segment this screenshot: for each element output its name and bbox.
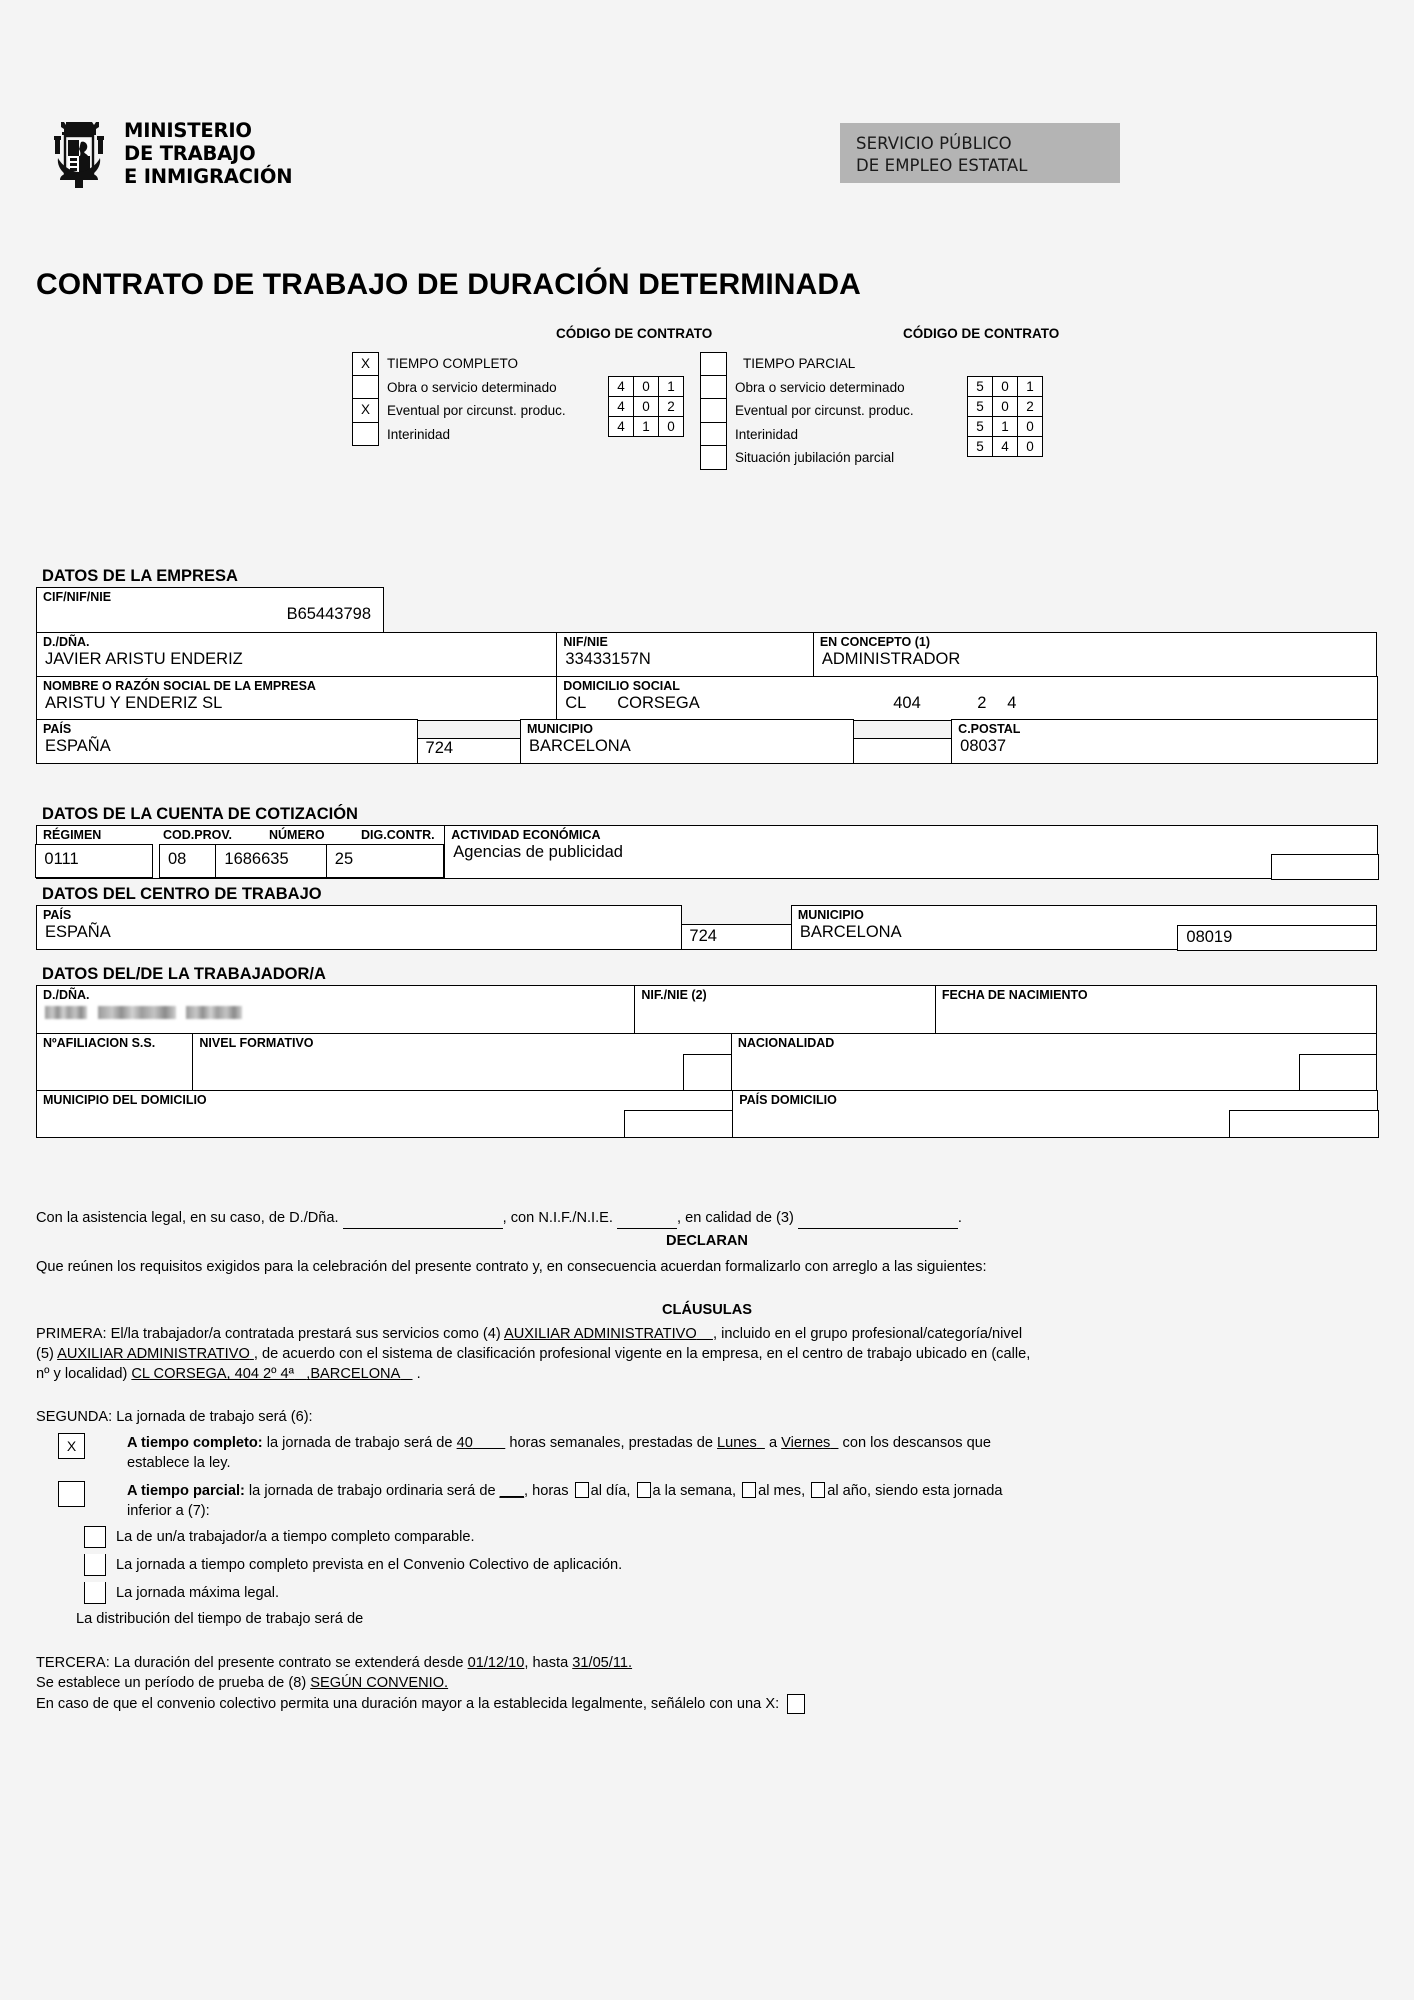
empresa-nif-field[interactable] [556,632,814,677]
empresa-localizacion-row [36,719,1378,764]
cotizacion-labels [37,826,445,842]
primera-text-6: . [416,1366,421,1383]
trabajador-municipio-domicilio-code[interactable] [624,1110,734,1138]
full-time-checkbox-column [352,352,566,446]
domicilio-calle: CORSEGA [617,693,700,712]
codprov-label: COD.PROV. [163,828,233,842]
checkbox-row-obra-servicio-parcial[interactable] [700,376,914,400]
cotizacion-row [36,825,1378,879]
trabajador-nacionalidad-code[interactable] [1299,1054,1377,1092]
empresa-section [36,567,1378,764]
checkbox-opcion-trabajador-comparable[interactable] [84,1526,106,1548]
codigo-contrato-label-right: CÓDIGO DE CONTRATO [903,326,1060,341]
trabajador-nivel-formativo-field[interactable] [192,1033,732,1091]
empresa-pais-value: ESPAÑA [45,737,111,756]
tercera-t3: Se establece un período de prueba de (8) [36,1675,307,1692]
tercera-periodo-prueba-value[interactable]: SEGÚN CONVENIO. [310,1675,449,1692]
document-header [0,0,1414,250]
codigo-contrato-grid-left [608,376,684,437]
clausula-primera [36,1324,1378,1384]
code-cell: 5 [968,437,993,457]
code-cell: 0 [659,417,684,437]
contract-type-section [0,326,1414,466]
empresa-razon-value: ARISTU Y ENDERIZ SL [45,693,223,712]
centro-municipio-value: BARCELONA [799,923,902,941]
empresa-nif-value: 33433157N [565,650,651,669]
segunda-horas-fill [473,1435,505,1451]
asistencia-blank-calidad[interactable] [798,1208,958,1229]
label-tiempo-parcial: TIEMPO PARCIAL [743,356,856,372]
segunda-opcion-label: La jornada máxima legal. [116,1585,280,1602]
code-row [968,417,1043,437]
centro-municipio-field[interactable] [791,905,1377,950]
checkbox-obra-servicio-completo[interactable] [352,376,379,400]
cotizacion-section [36,805,1378,879]
segunda-parcial-t2: , horas [523,1482,569,1499]
centro-row [36,905,1378,950]
segunda-dia-inicio-value[interactable]: Lunes [717,1434,757,1451]
actividad-code[interactable] [1271,854,1379,880]
trabajador-afiliacion-value [37,1051,193,1052]
segunda-opcion-label: La jornada a tiempo completo prevista en el Convenio Colectivo de aplicación. [116,1557,623,1574]
segunda-opciones-list [84,1523,1378,1607]
codprov-value[interactable]: 08 [159,844,217,878]
trabajador-dna-label: D./DÑA. [43,988,90,1002]
primera-localidad-value[interactable]: BARCELONA [310,1366,401,1383]
label-eventual-completo: Eventual por circunst. produc. [387,403,566,419]
segunda-parcial-label: A tiempo parcial: [127,1482,245,1499]
centro-pais-value: ESPAÑA [45,923,111,941]
centro-pais-code[interactable]: 724 [680,924,792,950]
centro-municipio-label: MUNICIPIO [797,908,864,922]
empresa-pais-label: PAÍS [43,722,72,737]
code-cell: 4 [993,437,1018,457]
checkbox-parcial-mes[interactable] [742,1482,756,1498]
declaran-paragraph: Que reúnen los requisitos exigidos para la celebración del presente contrato y, en consecuencia acuerdan formalizarlo con arreglo a las siguientes: [36,1259,987,1276]
declaran-heading: DECLARAN [666,1233,748,1250]
primera-localidad-fill [400,1366,412,1382]
checkbox-duracion-mayor-convenio[interactable] [787,1694,805,1714]
domicilio-numero: 404 [893,693,921,712]
tercera-convenio-line [36,1694,1378,1714]
checkbox-row-tiempo-parcial[interactable] [700,352,914,376]
ministry-line-1: MINISTERIO [124,119,252,142]
code-cell: 1 [993,417,1018,437]
trabajador-fecha-nacimiento-field[interactable] [935,985,1377,1035]
code-cell: 5 [968,397,993,417]
empresa-cpostal-label: C.POSTAL [958,722,1021,737]
code-cell: 5 [968,377,993,397]
checkbox-obra-servicio-parcial[interactable] [700,376,727,400]
empresa-razon-field[interactable] [36,676,558,721]
trabajador-municipio-domicilio-field[interactable] [36,1090,734,1138]
checkbox-row-interinidad-parcial[interactable] [700,423,914,447]
trabajador-nivel-formativo-value [193,1051,731,1052]
cif-field[interactable] [36,587,384,634]
checkbox-eventual-parcial[interactable] [700,399,727,423]
segunda-dia-fin-value[interactable]: Viernes [781,1434,831,1451]
centro-municipio-code[interactable]: 08019 [1177,925,1377,951]
code-row [968,377,1043,397]
actividad-economica-field[interactable] [444,825,1378,879]
clausulas-block [36,1300,1378,1714]
segunda-horas-semanales-value[interactable]: 40 [456,1434,473,1451]
trabajador-municipio-domicilio-value [37,1108,733,1109]
label-interinidad-parcial: Interinidad [735,426,799,442]
code-cell: 0 [993,377,1018,397]
segunda-tiempo-parcial-row [36,1481,1378,1521]
checkbox-row-tiempo-completo[interactable] [352,352,566,376]
segunda-parcial-semana: a la semana, [652,1482,737,1499]
centro-pais-field[interactable] [36,905,682,950]
code-cell: 5 [968,417,993,437]
segunda-parcial-mes: al mes, [758,1482,806,1499]
spain-coat-of-arms-icon [48,110,110,197]
primera-direccion-fill [294,1366,306,1382]
codigo-contrato-label-left: CÓDIGO DE CONTRATO [556,326,713,341]
trabajador-section-title: DATOS DEL/DE LA TRABAJADOR/A [42,965,326,983]
empresa-concepto-label: EN CONCEPTO (1) [819,635,931,650]
asistencia-mid: , con N.I.F./N.I.E. [502,1210,613,1226]
checkbox-parcial-dia[interactable] [575,1482,589,1498]
segunda-completo-t1: la jornada de trabajo será de [266,1434,453,1451]
segunda-parcial-t1: la jornada de trabajo ordinaria será de [248,1482,496,1499]
numero-label: NÚMERO [269,828,325,842]
redacted-name-bar [186,1006,242,1019]
declaran-block [36,1208,1378,1277]
checkbox-tiempo-completo[interactable]: X [352,352,379,376]
trabajador-pais-domicilio-value [733,1108,1377,1109]
primera-categoria-value[interactable]: AUXILIAR ADMINISTRATIVO [57,1346,250,1363]
trabajador-nif-label: NIF./NIE (2) [641,988,707,1002]
tercera-t1: TERCERA: La duración del presente contrato se extenderá desde [36,1655,464,1672]
checkbox-opcion-jornada-maxima-legal[interactable] [84,1582,106,1604]
digcontr-value[interactable]: 25 [326,844,444,878]
checkbox-jornada-tiempo-parcial[interactable] [58,1481,85,1507]
asistencia-blank-nif[interactable] [617,1208,677,1229]
trabajador-pais-domicilio-field[interactable] [732,1090,1378,1138]
primera-separador: , [306,1366,311,1383]
empresa-razon-row [36,676,1378,721]
asistencia-blank-nombre[interactable] [343,1208,503,1229]
segunda-distribucion: La distribución del tiempo de trabajo será de [76,1611,364,1628]
checkbox-interinidad-parcial[interactable] [700,423,727,447]
tercera-fecha-hasta[interactable]: 31/05/11. [572,1655,633,1672]
redacted-name-bar [45,1006,87,1019]
cotizacion-section-title: DATOS DE LA CUENTA DE COTIZACIÓN [42,805,358,823]
trabajador-nif-value [635,1003,935,1004]
checkbox-tiempo-parcial[interactable] [700,352,727,376]
label-obra-servicio-completo: Obra o servicio determinado [387,379,557,395]
ministry-logo-block [48,110,292,197]
redacted-name-bar [98,1006,176,1019]
tercera-t2: , hasta [524,1655,569,1672]
segunda-intro: SEGUNDA: La jornada de trabajo será (6): [36,1408,313,1425]
code-cell: 4 [609,397,634,417]
checkbox-jubilacion-parcial[interactable] [700,446,727,470]
empresa-concepto-value: ADMINISTRADOR [821,650,961,669]
ministry-line-2: DE TRABAJO [124,142,256,165]
checkbox-row-eventual-parcial[interactable] [700,399,914,423]
trabajador-domicilio-row [36,1090,1378,1138]
regimen-value[interactable]: 0111 [35,844,153,878]
segunda-opcion-row[interactable] [84,1551,1378,1579]
cotizacion-left-group [36,825,446,879]
code-cell: 0 [1018,437,1043,457]
trabajador-identidad-row [36,985,1378,1035]
tercera-fecha-desde[interactable]: 01/12/10 [467,1655,525,1672]
asistencia-end: . [957,1210,962,1226]
primera-puesto-value[interactable]: AUXILIAR ADMINISTRATIVO [504,1326,697,1343]
empresa-pais-field[interactable] [36,719,418,764]
code-row [968,437,1043,457]
asistencia-post: , en calidad de (3) [677,1210,794,1226]
empresa-municipio-value: BARCELONA [528,737,631,756]
domicilio-piso: 2 [977,693,987,712]
page-title: CONTRATO DE TRABAJO DE DURACIÓN DETERMINADA [36,268,861,301]
trabajador-municipio-domicilio-label: MUNICIPIO DEL DOMICILIO [43,1092,207,1107]
code-row [968,397,1043,417]
clausula-tercera [36,1653,1378,1713]
sepe-line-1: SERVICIO PÚBLICO [856,134,1012,153]
trabajador-dna-value [37,1003,635,1023]
checkbox-eventual-completo[interactable]: X [352,399,379,423]
segunda-completo-t2: horas semanales, prestadas de [509,1434,713,1451]
code-row [609,397,684,417]
empresa-representante-row [36,632,1378,677]
empresa-municipio-label: MUNICIPIO [526,722,593,737]
codigo-contrato-grid-right [967,376,1043,457]
code-cell: 1 [1018,377,1043,397]
trabajador-nacionalidad-value [732,1051,1376,1052]
primera-text-3: (5) [36,1346,54,1363]
empresa-razon-label: NOMBRE O RAZÓN SOCIAL DE LA EMPRESA [43,678,316,693]
centro-trabajo-section [36,885,1378,950]
domicilio-via: CL [565,693,587,712]
tercera-duracion-line [36,1653,1378,1673]
segunda-parcial-dia: al día, [590,1482,631,1499]
clausula-segunda [36,1407,1378,1630]
checkbox-interinidad-completo[interactable] [352,423,379,447]
trabajador-pais-domicilio-label: PAÍS DOMICILIO [739,1092,837,1107]
primera-text-1: PRIMERA: El/la trabajador/a contratada prestará sus servicios como (4) [36,1326,501,1343]
segunda-parcial-horas-value[interactable]: ___ [499,1482,524,1499]
empresa-domicilio-label: DOMICILIO SOCIAL [563,678,680,693]
sepe-line-2: DE EMPLEO ESTATAL [856,156,1028,176]
empresa-dna-label: D./DÑA. [43,635,90,650]
trabajador-nivel-formativo-code[interactable] [683,1054,733,1092]
segunda-parcial-t3: inferior a (7): [127,1503,210,1519]
code-cell: 0 [634,397,659,417]
trabajador-nif-field[interactable] [634,985,936,1035]
trabajador-pais-domicilio-code[interactable] [1229,1110,1379,1138]
centro-section-title: DATOS DEL CENTRO DE TRABAJO [42,885,322,903]
primera-direccion-value[interactable]: CL CORSEGA, 404 2º 4ª [131,1366,295,1383]
empresa-section-title: DATOS DE LA EMPRESA [42,567,238,585]
asistencia-legal-line [36,1208,1378,1229]
trabajador-nacionalidad-label: NACIONALIDAD [737,1036,835,1051]
empresa-domicilio-field[interactable] [556,676,1378,721]
empresa-dna-value: JAVIER ARISTU ENDERIZ [45,650,243,669]
code-cell: 0 [634,377,659,397]
segunda-opcion-label: La de un/a trabajador/a a tiempo completo comparable. [116,1529,475,1546]
code-cell: 2 [1018,397,1043,417]
segunda-tiempo-parcial-text [127,1481,1003,1521]
digcontr-label: DIG.CONTR. [361,828,435,842]
empresa-nif-label: NIF/NIE [563,635,608,650]
segunda-tiempo-completo-text [127,1433,991,1473]
segunda-completo-t5: establece la ley. [127,1454,231,1471]
code-cell: 4 [609,417,634,437]
empresa-cpostal-value: 08037 [960,737,1007,756]
trabajador-nivel-formativo-label: NIVEL FORMATIVO [199,1036,314,1051]
checkbox-parcial-semana[interactable] [637,1482,651,1498]
primera-puesto-fill [697,1326,713,1342]
segunda-dia-fin-fill [830,1435,838,1451]
empresa-domicilio-value [557,694,1377,714]
primera-text-5: nº y localidad) [36,1366,128,1383]
code-row [609,377,684,397]
code-cell: 0 [1018,417,1043,437]
code-cell: 4 [609,377,634,397]
segunda-opcion-row[interactable] [84,1579,1378,1607]
checkbox-opcion-convenio-colectivo[interactable] [84,1554,106,1576]
checkbox-parcial-anio[interactable] [811,1482,825,1498]
centro-pais-label: PAÍS [43,908,72,922]
numero-value[interactable]: 1686635 [215,844,327,878]
code-cell: 1 [634,417,659,437]
code-row [609,417,684,437]
sepe-badge [840,123,1120,183]
actividad-value: Agencias de publicidad [453,843,623,861]
label-jubilacion-parcial: Situación jubilación parcial [735,450,895,466]
part-time-checkbox-column [700,352,914,470]
empresa-municipio-field[interactable] [520,719,854,764]
asistencia-pre: Con la asistencia legal, en su caso, de D./Dña. [36,1210,339,1226]
checkbox-row-eventual-completo[interactable] [352,399,566,423]
segunda-opcion-row[interactable] [84,1523,1378,1551]
empresa-dna-field[interactable] [36,632,558,677]
regimen-label: RÉGIMEN [43,828,102,842]
trabajador-section [36,965,1378,1138]
trabajador-nacionalidad-field[interactable] [731,1033,1377,1091]
code-cell: 1 [659,377,684,397]
ministry-line-3: E INMIGRACIÓN [124,165,293,188]
ministry-name [124,119,292,188]
trabajador-afiliacion-field[interactable] [36,1033,194,1091]
trabajador-fecha-nacimiento-value [936,1003,1376,1004]
primera-text-4: , de acuerdo con el sistema de clasificación profesional vigente en la empresa, en el centro de trabajo ubicado en (calle, [253,1346,1031,1363]
checkbox-row-jubilacion-parcial[interactable] [700,446,914,470]
cif-label: CIF/NIF/NIE [43,590,112,604]
checkbox-row-obra-servicio-completo[interactable] [352,376,566,400]
trabajador-dna-field[interactable] [36,985,636,1035]
segunda-dia-inicio-fill [757,1435,765,1451]
segunda-parcial-anio: al año, siendo esta jornada [827,1482,1003,1499]
label-interinidad-completo: Interinidad [387,426,451,442]
code-cell: 2 [659,397,684,417]
cif-value: B65443798 [286,605,371,623]
segunda-tiempo-completo-row [36,1433,1378,1473]
tercera-prueba-line [36,1673,1378,1693]
trabajador-afiliacion-row [36,1033,1378,1091]
segunda-completo-t3: a [768,1434,778,1451]
label-eventual-parcial: Eventual por circunst. produc. [735,403,914,419]
empresa-cpostal-field[interactable] [951,719,1378,764]
trabajador-fecha-nacimiento-label: FECHA DE NACIMIENTO [941,988,1088,1002]
tercera-t4: En caso de que el convenio colectivo permita una duración mayor a la establecida legalmente, señálelo con una X: [36,1695,780,1712]
actividad-label: ACTIVIDAD ECONÓMICA [451,828,601,842]
segunda-completo-label: A tiempo completo: [127,1434,263,1451]
clausulas-heading: CLÁUSULAS [662,1302,752,1318]
checkbox-jornada-tiempo-completo[interactable]: X [58,1433,85,1459]
empresa-concepto-field[interactable] [813,632,1377,677]
code-cell: 0 [993,397,1018,417]
empresa-municipio-code[interactable] [852,738,953,764]
label-tiempo-completo: TIEMPO COMPLETO [387,356,519,372]
primera-text-2: , incluido en el grupo profesional/categoría/nivel [712,1326,1023,1343]
segunda-completo-t4: con los descansos que [842,1434,991,1451]
empresa-pais-code[interactable]: 724 [417,738,522,764]
checkbox-row-interinidad-completo[interactable] [352,423,566,447]
trabajador-afiliacion-label: NºAFILIACION S.S. [43,1036,156,1051]
domicilio-puerta: 4 [1007,693,1017,712]
label-obra-servicio-parcial: Obra o servicio determinado [735,379,905,395]
